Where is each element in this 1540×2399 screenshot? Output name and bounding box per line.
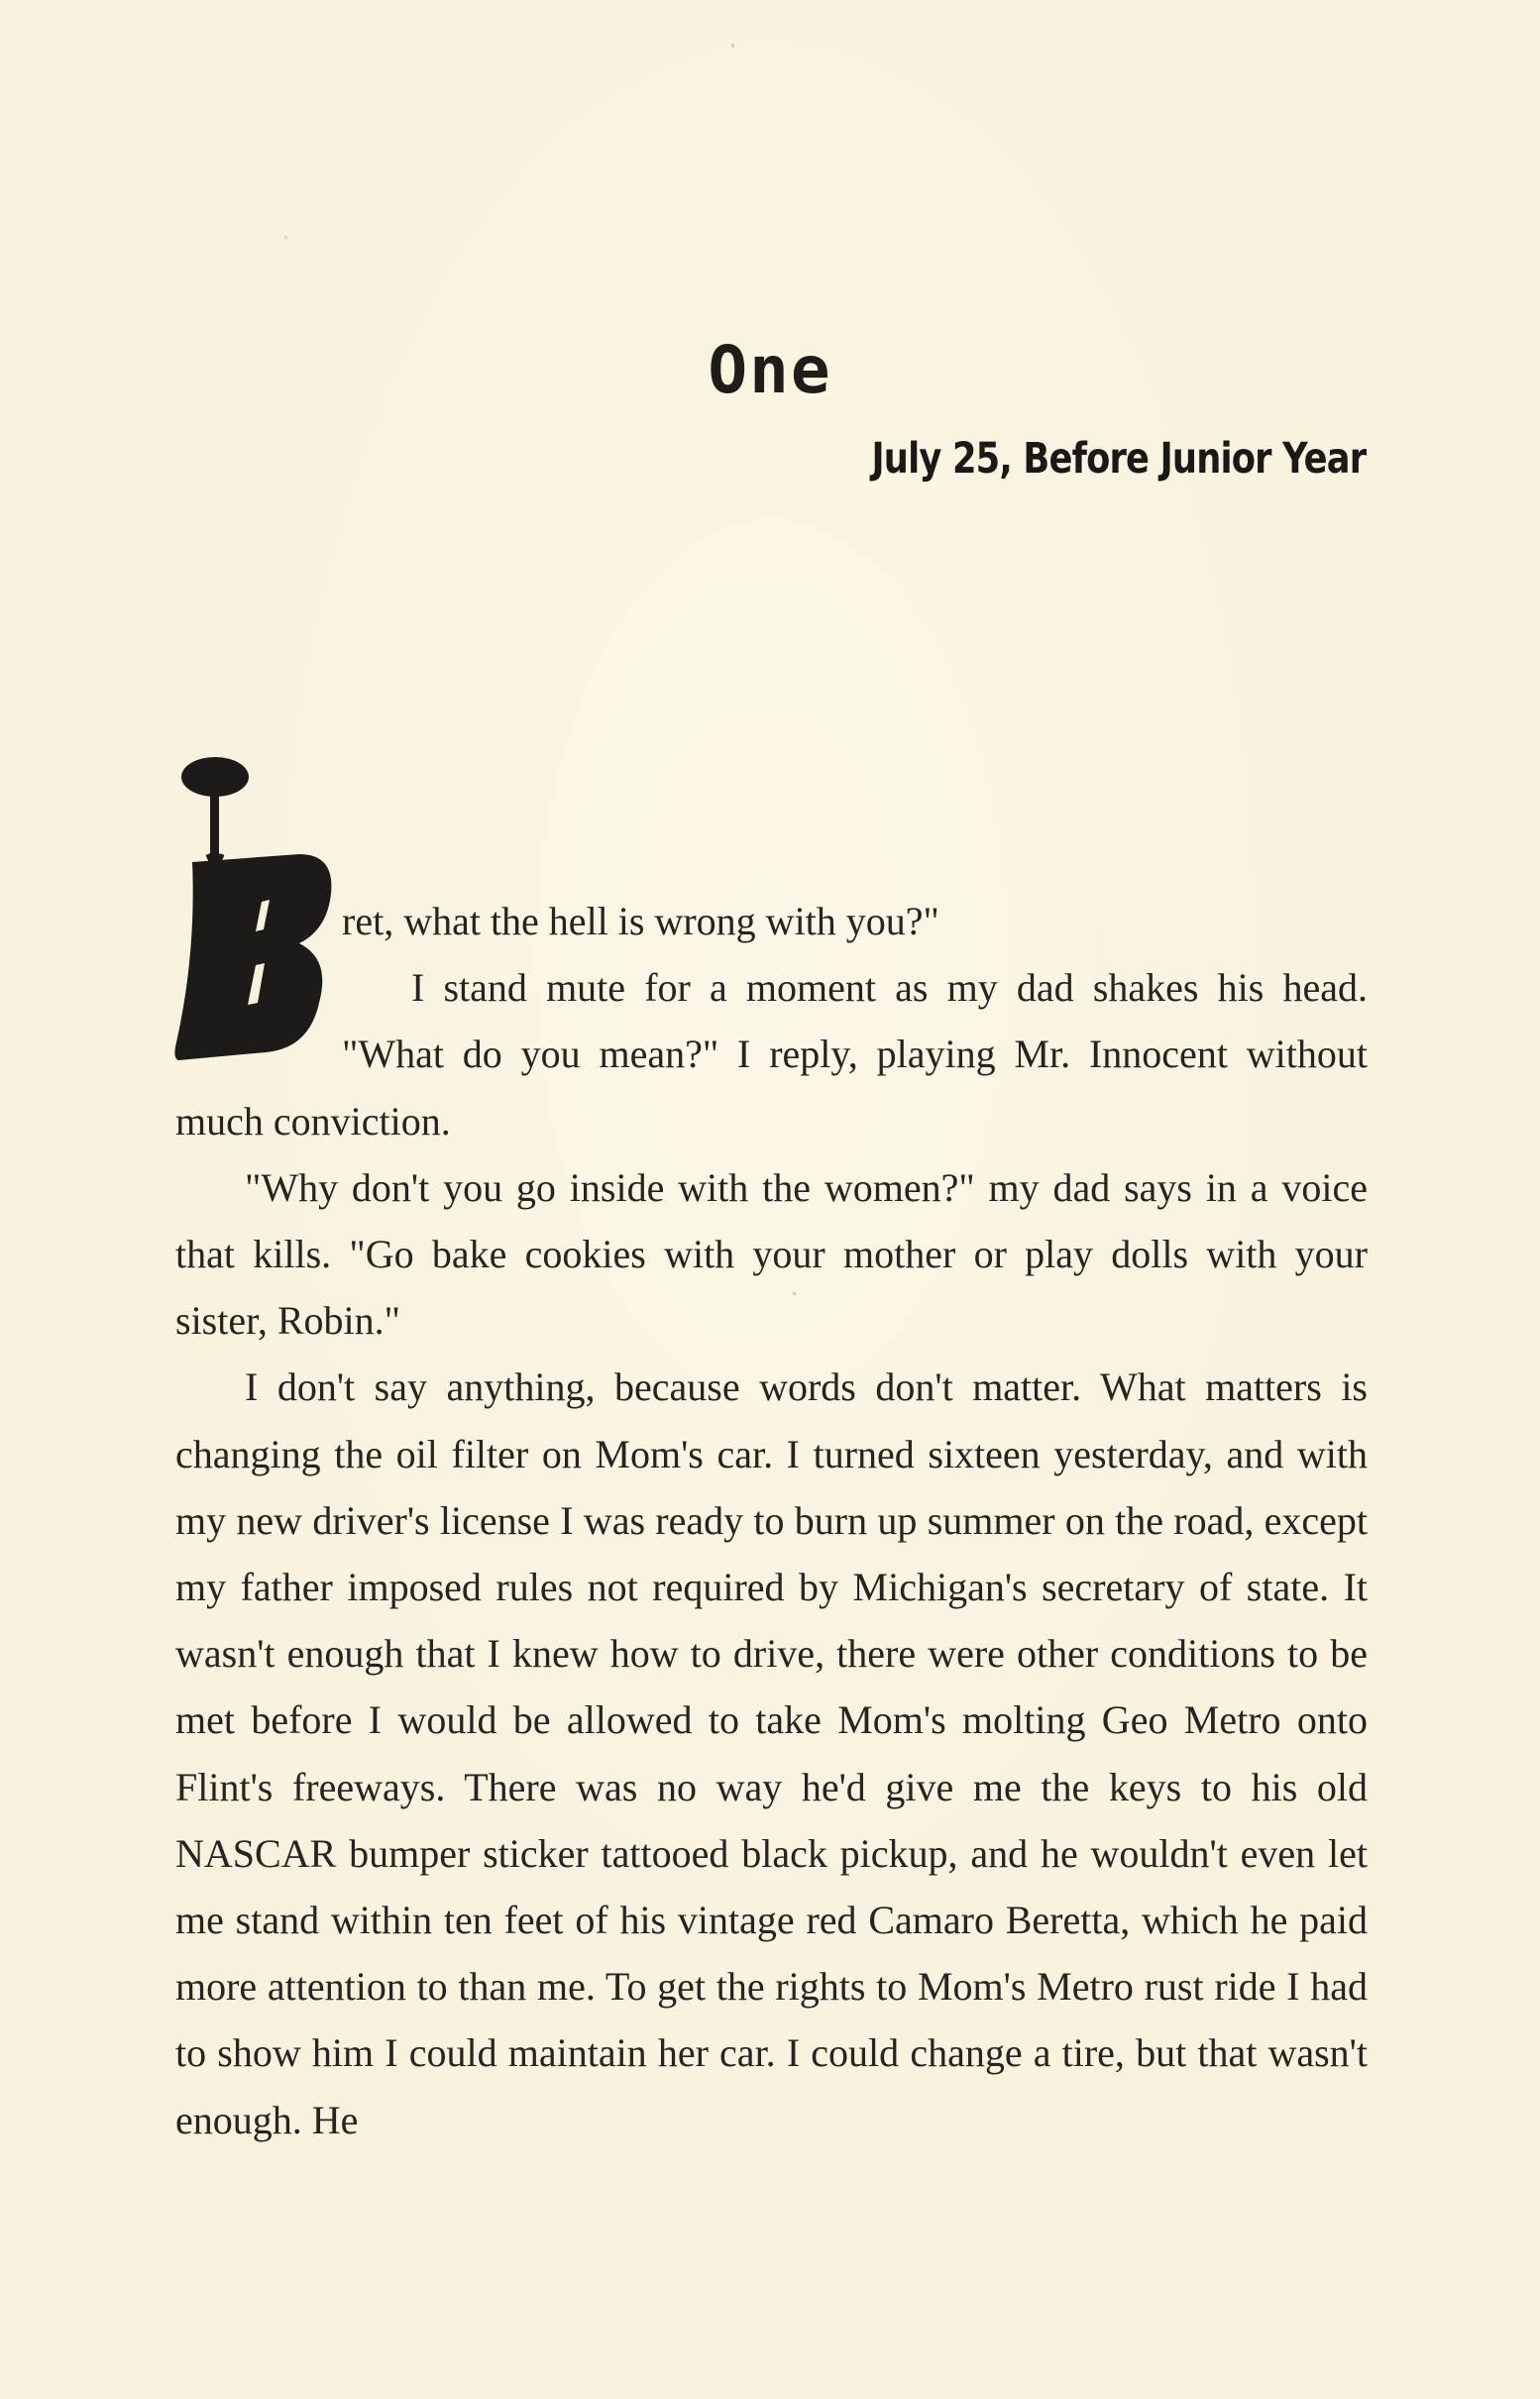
paper-speck (731, 44, 734, 48)
dropcap-spacer (175, 888, 342, 1087)
body-text (175, 888, 1368, 2153)
paragraph: I stand mute for a moment as my dad shakes his head. "What do you mean?" I reply, playing Mr. Innocent without much conviction. (175, 965, 1368, 1144)
opening-line: ret, what the hell is wrong with you?" (342, 899, 939, 943)
chapter-title: One (708, 332, 832, 408)
paper-speck (284, 236, 287, 239)
opening-paragraph (175, 888, 1368, 954)
paragraph: "Why don't you go inside with the women?" my dad says in a voice that kills. "Go bake cookies with your mother or play dolls with your sister, Robin." (175, 1164, 1368, 1344)
paragraph: I don't say anything, because words don't matter. What matters is changing the oil filter on Mom's car. I turned sixteen yesterday, and with my new driver's license I was ready to burn up summer on the road, except my father imposed rules not required by Michigan's secretary of state. It wasn't enough that I knew how to drive, there were other conditions to be met before I would be allowed to take Mom's molting Geo Metro onto Flint's freeways. There was no way he'd give me the keys to his old NASCAR bumper sticker tattooed black pickup, and he wouldn't even let me stand within ten feet of his vintage red Camaro Beretta, which he paid more attention to than me. To get the rights to Mom's Metro rust ride I had to show him I could maintain her car. I could change a tire, but that wasn't enough. He (175, 1364, 1368, 2142)
chapter-subtitle: July 25, Before Junior Year (871, 434, 1366, 484)
